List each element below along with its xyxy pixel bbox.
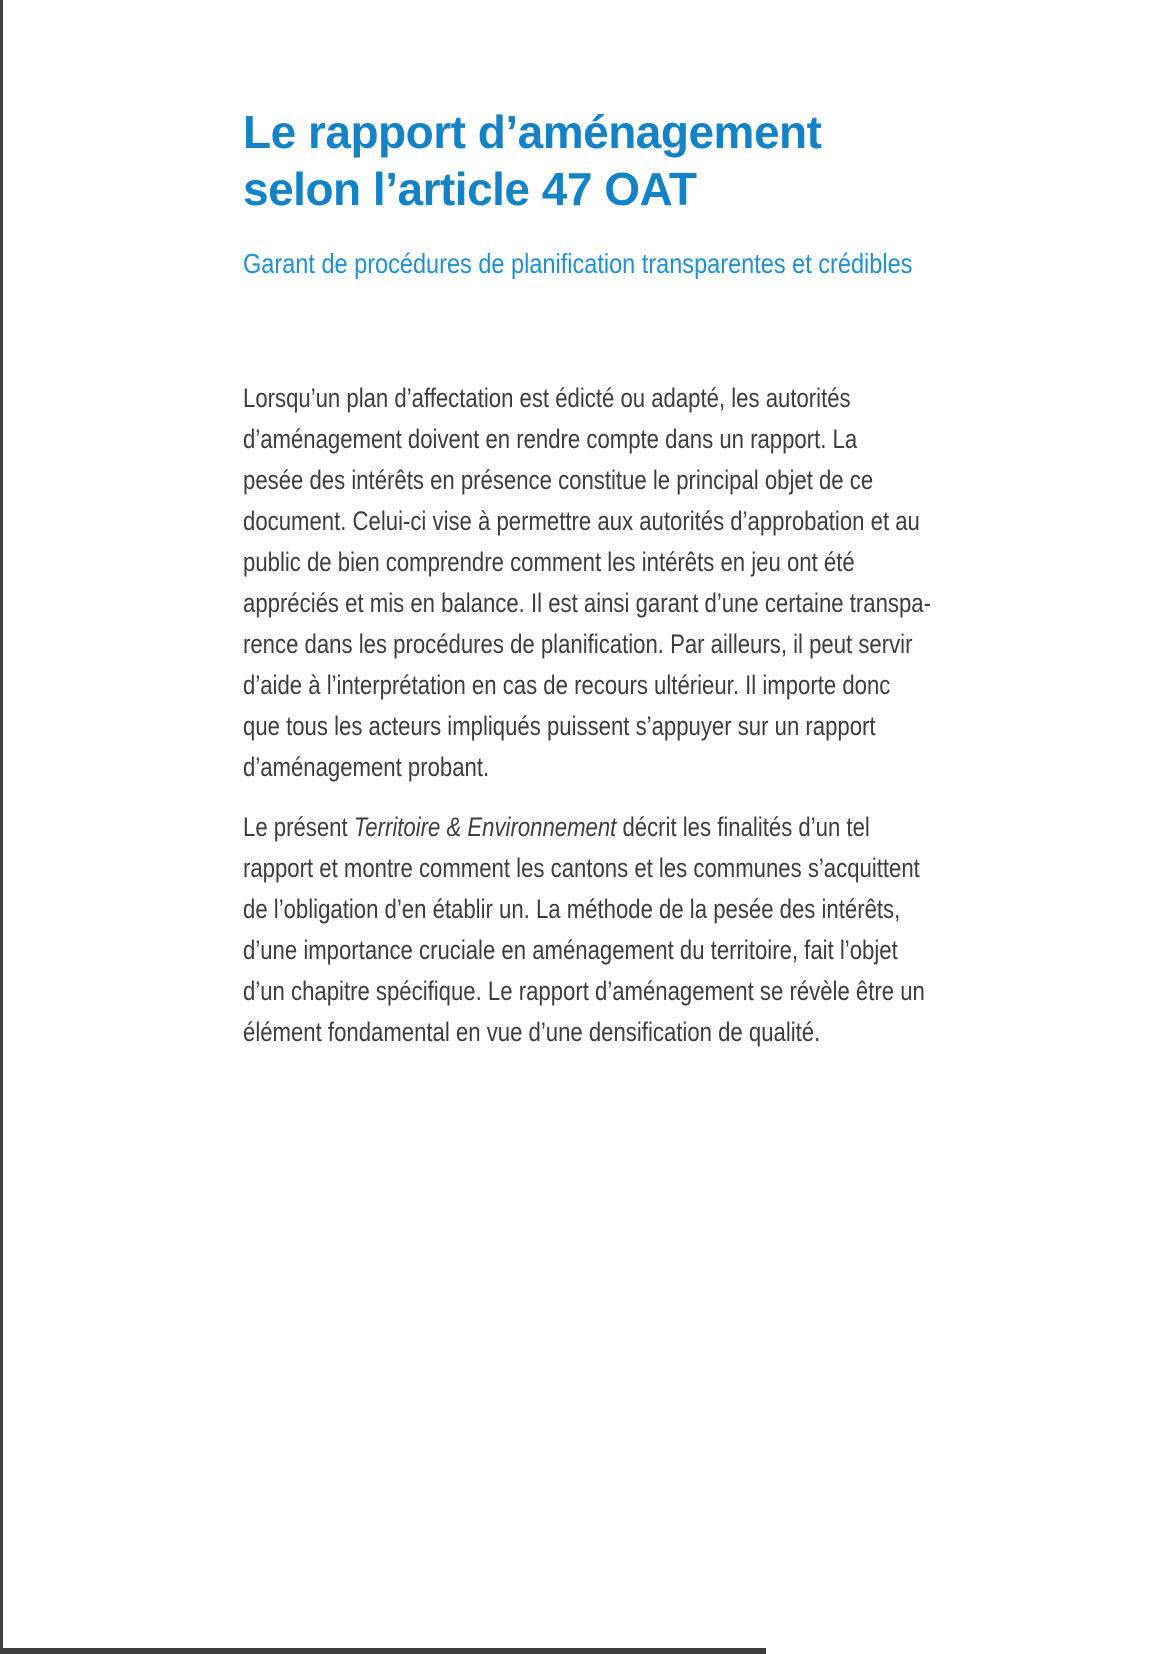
paragraph-1-line: d’aide à l’interprétation en cas de recours ultérieur. Il importe donc: [243, 670, 891, 700]
paragraph-2-line: [243, 807, 925, 848]
paragraph-1-line: d’aménagement doivent en rendre compte dans un rapport. La: [243, 424, 858, 454]
paragraph-2-line1-suffix: décrit les finalités d’un tel: [616, 812, 870, 842]
page-title-line-1: Le rapport d’aménagement: [243, 106, 822, 158]
paragraph-2-line: d’un chapitre spécifique. Le rapport d’aménagement se révèle être un: [243, 976, 925, 1006]
publication-name-italic: Territoire & Environnement: [353, 812, 617, 842]
paragraph-2-line: d’une importance cruciale en aménagement du territoire, fait l’objet: [243, 935, 898, 965]
paragraph-2-line: rapport et montre comment les cantons et les communes s’acquittent: [243, 853, 920, 883]
paragraph-2-line: élément fondamental en vue d’une densification de qualité.: [243, 1017, 821, 1047]
paragraph-1-line: appréciés et mis en balance. Il est ainsi garant d’une certaine transpa-: [243, 588, 931, 618]
paragraph-1-line: que tous les acteurs impliqués puissent s’appuyer sur un rapport: [243, 711, 876, 741]
paragraph-1-line: d’aménagement probant.: [243, 752, 490, 782]
page-subtitle: Garant de procédures de planification transparentes et crédibles: [243, 248, 913, 279]
page-title-line-2: selon l’article 47 OAT: [243, 163, 697, 215]
paragraph-1-line: document. Celui-ci vise à permettre aux autorités d’approbation et au: [243, 506, 920, 536]
paragraph-1-line: Lorsqu’un plan d’affectation est édicté ou adapté, les autorités: [243, 383, 851, 413]
page-edge-bottom-bar: [0, 1648, 766, 1654]
paragraph-1-line: rence dans les procédures de planification. Par ailleurs, il peut servir: [243, 629, 913, 659]
paragraph-2-line1-prefix: Le présent: [243, 812, 354, 842]
paragraph-2-line: de l’obligation d’en établir un. La méthode de la pesée des intérêts,: [243, 894, 901, 924]
paragraph-1: [243, 378, 1082, 788]
page-title: [243, 104, 821, 218]
paragraph-1-line: pesée des intérêts en présence constitue le principal objet de ce: [243, 465, 874, 495]
paragraph-2: [243, 807, 1075, 1053]
paragraph-1-line: public de bien comprendre comment les intérêts en jeu ont été: [243, 547, 855, 577]
page-edge-left-bar: [0, 0, 3, 1654]
